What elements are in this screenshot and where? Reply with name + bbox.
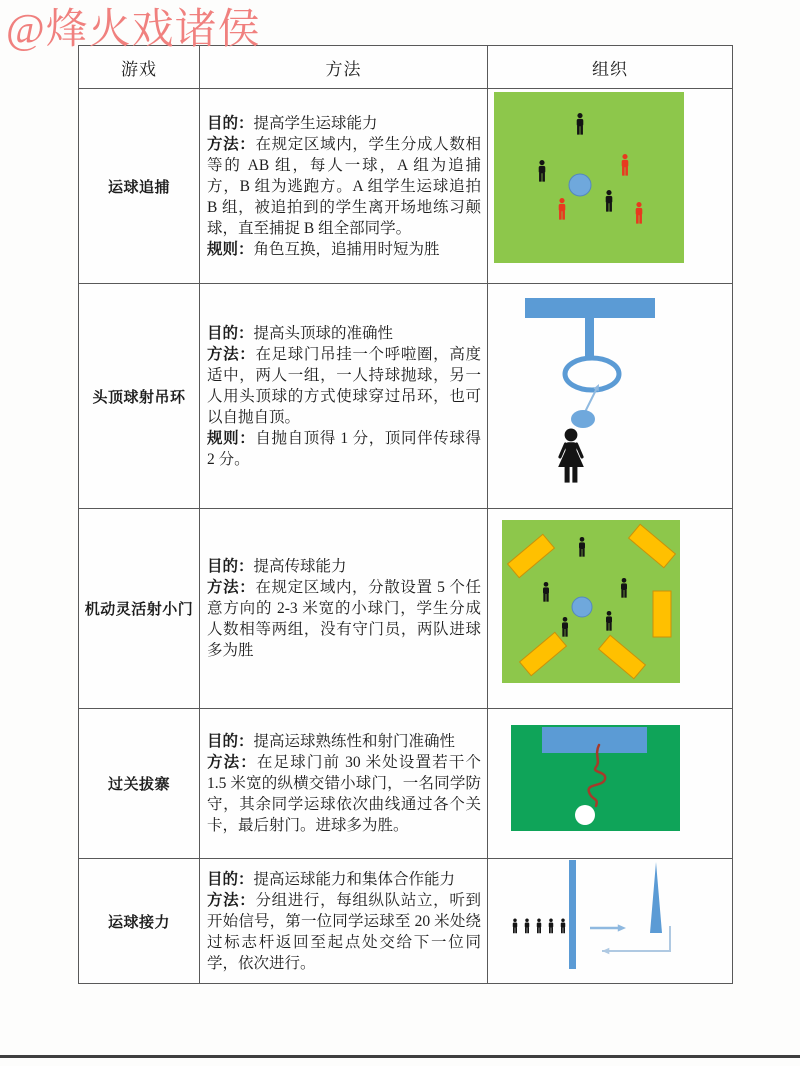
header-game: 游戏 [79, 46, 200, 89]
chaser-player-icon [542, 173, 545, 182]
method-paragraph [207, 577, 481, 661]
table-body [79, 89, 733, 984]
queue-player-icon [549, 927, 551, 933]
method-label: 规则： [207, 429, 256, 447]
player-icon [579, 549, 581, 557]
queue-player-icon [525, 923, 530, 928]
method-body: 在足球门吊挂一个呼啦圈，高度适中，两人一组，一人持球抛球，另一人用头顶球的方式使球穿过吊环，也可以自抛自顶。 [207, 345, 481, 426]
player-icon [609, 623, 611, 631]
queue-player-icon [525, 927, 527, 933]
player-icon [622, 578, 627, 583]
method-text [200, 867, 487, 976]
chaser-player-icon [609, 203, 612, 212]
method-body: 分组进行，每组纵队站立，听到开始信号，第一位同学运球至 20 米处绕过标志杆返回至起点处交给下一位同学，依次进行。 [207, 891, 481, 972]
runner-player-icon [559, 204, 566, 211]
queue-player-icon [527, 927, 529, 933]
method-paragraph [207, 344, 481, 428]
table-row [79, 509, 733, 709]
player-icon [543, 587, 549, 594]
method-cell [200, 509, 488, 709]
game-name: 机动灵活射小门 [79, 509, 200, 709]
chaser-player-icon [577, 126, 580, 135]
chaser-player-icon [606, 190, 611, 195]
queue-player-icon [537, 919, 541, 923]
start-line [569, 860, 576, 969]
organization-cell [488, 284, 733, 509]
queue-player-icon [561, 923, 566, 928]
method-body: 提高头顶球的准确性 [253, 324, 394, 342]
method-paragraph [207, 239, 481, 260]
chaser-player-icon [577, 119, 584, 126]
player-icon [624, 590, 626, 598]
method-label: 目的： [207, 114, 254, 132]
runner-player-icon [559, 211, 562, 220]
queue-player-icon [561, 919, 565, 923]
bottom-edge-line [0, 1055, 800, 1058]
queue-player-icon [551, 927, 553, 933]
runner-player-icon [559, 198, 564, 203]
header-organization: 组织 [488, 46, 733, 89]
header-player-icon [558, 429, 584, 483]
method-text [200, 321, 487, 472]
player-icon [582, 549, 584, 557]
queue-player-icon [549, 923, 554, 928]
method-body: 在规定区域内，学生分成人数相等的 AB 组，每人一球，A 组为追捕方，B 组为逃跑方。A 组学生运球追拍 B 组，被追拍到的学生离开场地练习颠球，直至捕捉 B 组全部同学。 [207, 135, 481, 237]
player-icon [606, 623, 608, 631]
ball-icon [575, 805, 595, 825]
queue-player-icon [513, 919, 518, 934]
method-paragraph [207, 890, 481, 974]
queue-player-icon [549, 919, 553, 923]
queue-player-icon [563, 927, 565, 933]
hula-hoop-icon [565, 358, 619, 390]
player-icon [565, 629, 567, 637]
game-name: 过关拔寨 [79, 709, 200, 859]
queue-player-icon [561, 927, 563, 933]
player-icon [621, 583, 627, 590]
organization-diagram [488, 709, 732, 858]
organization-diagram [488, 284, 732, 508]
goal-area [542, 727, 647, 753]
watermark: @烽火戏诸侯 [6, 7, 261, 53]
method-label: 目的： [207, 870, 254, 888]
chaser-player-icon [580, 126, 583, 135]
queue-player-icon [537, 927, 539, 933]
player-icon [606, 616, 612, 623]
organization-diagram [488, 509, 732, 708]
return-arrow-icon [602, 948, 609, 955]
method-paragraph [207, 428, 481, 470]
chaser-player-icon [539, 173, 542, 182]
queue-player-icon [549, 919, 554, 934]
queue-player-icon [561, 919, 566, 934]
method-label: 方法： [207, 135, 256, 153]
player-icon [562, 622, 568, 629]
method-cell [200, 859, 488, 984]
method-paragraph [207, 731, 481, 752]
runner-player-icon [622, 160, 629, 167]
ball-icon [572, 597, 592, 617]
goal-crossbar [525, 298, 655, 318]
method-paragraph [207, 869, 481, 890]
method-body: 提高学生运球能力 [253, 114, 378, 132]
organization-cell [488, 509, 733, 709]
game-name: 头顶球射吊环 [79, 284, 200, 509]
player-icon [607, 611, 612, 616]
method-paragraph [207, 113, 481, 134]
queue-player-icon [513, 923, 518, 928]
queue-player-icon [513, 927, 515, 933]
player-icon [543, 594, 545, 602]
table-row [79, 709, 733, 859]
player-icon [562, 629, 564, 637]
runner-player-icon [562, 211, 565, 220]
field [494, 92, 684, 263]
header-player-icon [565, 429, 578, 442]
player-icon [546, 594, 548, 602]
method-label: 方法： [207, 891, 256, 909]
queue-player-icon [525, 919, 529, 923]
runner-player-icon [625, 167, 628, 176]
player-icon [544, 582, 549, 587]
method-label: 目的： [207, 558, 254, 575]
organization-cell [488, 709, 733, 859]
chaser-player-icon [577, 113, 582, 118]
queue-player-icon [537, 923, 542, 928]
table-row [79, 284, 733, 509]
method-cell [200, 709, 488, 859]
chaser-player-icon [539, 160, 544, 165]
organization-cell [488, 89, 733, 284]
method-label: 规则： [207, 240, 254, 258]
ball-icon [571, 410, 595, 428]
mini-goal-icon [653, 591, 671, 637]
method-body: 提高运球熟练性和射门准确性 [253, 733, 456, 750]
games-table [78, 45, 733, 984]
method-text [200, 554, 487, 663]
method-text [200, 111, 487, 262]
method-body: 在足球门前 30 米处设置若干个 1.5 米宽的纵横交错小球门，一名同学防守，其余同学运球依次曲线通过各个关卡，最后射门。进球多为胜。 [207, 754, 481, 834]
runner-player-icon [639, 215, 642, 224]
goal-post [585, 317, 594, 359]
runner-player-icon [636, 202, 641, 207]
queue-player-icon [513, 919, 517, 923]
queue-player-icon [537, 919, 542, 934]
method-label: 目的： [207, 324, 254, 342]
runner-player-icon [636, 208, 643, 215]
method-cell [200, 89, 488, 284]
method-body: 角色互换，追捕用时短为胜 [253, 240, 440, 258]
method-label: 方法： [207, 579, 256, 596]
organization-diagram [488, 859, 732, 983]
chaser-player-icon [539, 166, 546, 173]
runner-player-icon [622, 167, 625, 176]
table-row [79, 859, 733, 984]
runner-player-icon [622, 154, 627, 159]
method-paragraph [207, 134, 481, 239]
game-name: 运球追捕 [79, 89, 200, 284]
header-player-icon [572, 467, 577, 483]
queue-player-icon [525, 919, 530, 934]
queue-player-icon [539, 927, 541, 933]
method-label: 方法： [207, 754, 257, 771]
method-label: 方法： [207, 345, 256, 363]
method-text [200, 729, 487, 838]
player-icon [580, 537, 585, 542]
header-player-icon [565, 467, 570, 483]
method-body: 自抛自顶得 1 分，顶同伴传球得 2 分。 [207, 429, 481, 468]
method-cell [200, 284, 488, 509]
go-arrow-icon [618, 924, 626, 931]
marker-cone-icon [650, 862, 662, 933]
table-row [79, 89, 733, 284]
organization-diagram [488, 89, 732, 283]
chaser-player-icon [606, 203, 609, 212]
queue-player-icon [515, 927, 517, 933]
game-name: 运球接力 [79, 859, 200, 984]
method-body: 在规定区域内，分散设置 5 个任意方向的 2-3 米宽的小球门，学生分成人数相等两组，没有守门员，两队进球多为胜 [207, 579, 481, 659]
method-label: 目的： [207, 733, 254, 750]
header-method: 方法 [200, 46, 488, 89]
ball-icon [569, 174, 591, 196]
method-paragraph [207, 556, 481, 577]
method-body: 提高传球能力 [253, 558, 347, 575]
method-paragraph [207, 752, 481, 836]
method-paragraph [207, 323, 481, 344]
organization-cell [488, 859, 733, 984]
player-icon [563, 617, 568, 622]
player-icon [579, 542, 585, 549]
player-icon [621, 590, 623, 598]
runner-player-icon [636, 215, 639, 224]
chaser-player-icon [606, 196, 613, 203]
method-body: 提高运球能力和集体合作能力 [253, 870, 456, 888]
